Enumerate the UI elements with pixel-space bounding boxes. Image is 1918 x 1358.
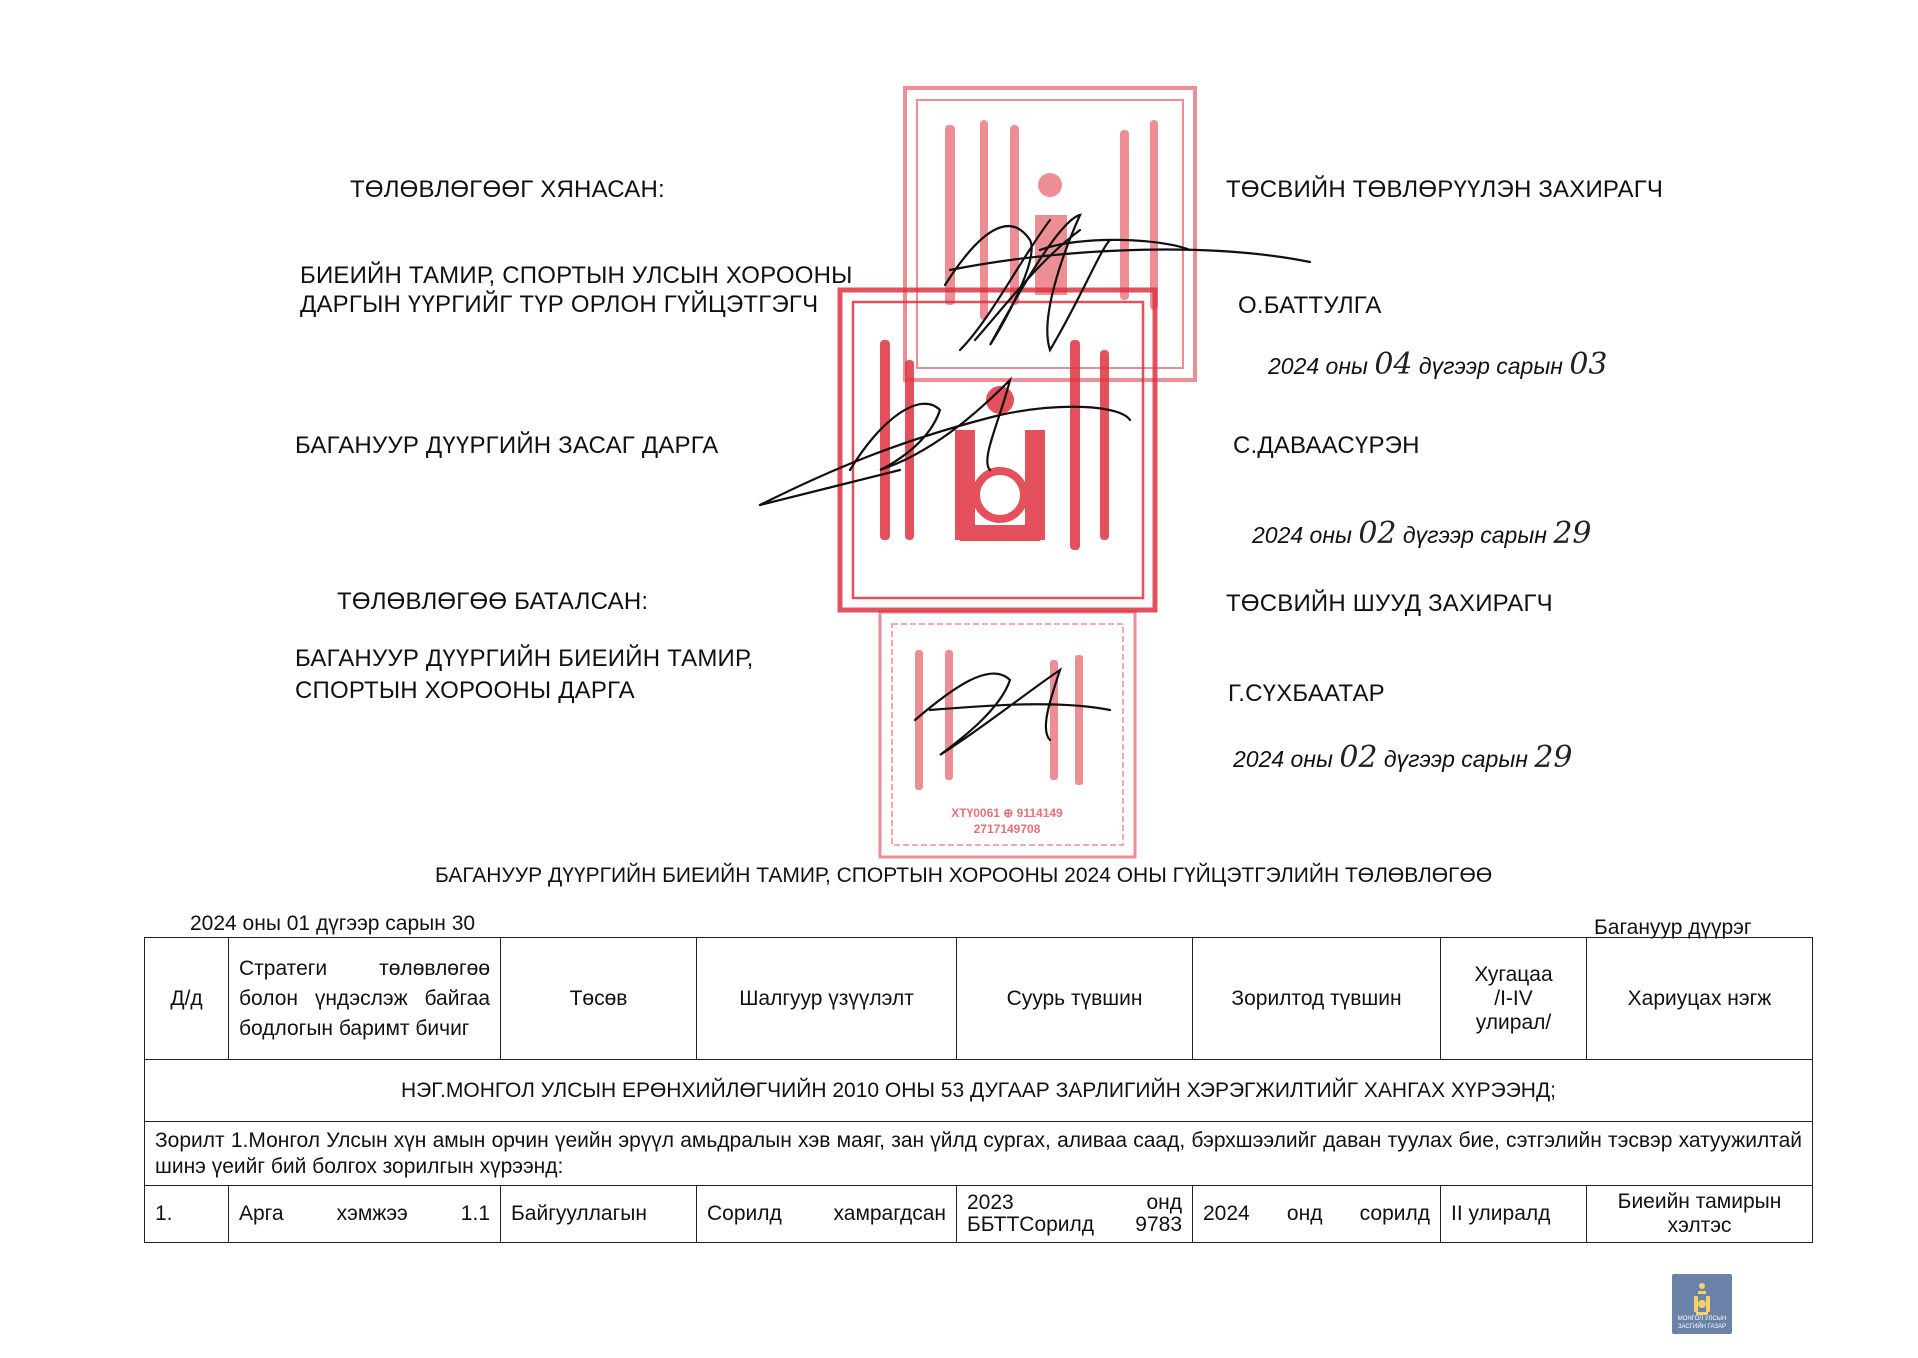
date-mid: дүгээр сарын [1418,353,1563,379]
header-no: Д/д [145,938,229,1060]
header-indicator: Шалгуур үзүүлэлт [697,938,957,1060]
row-target: 2024 онд сорилд [1193,1186,1441,1243]
reviewed-position-line1: БИЕИЙН ТАМИР, СПОРТЫН УЛСЫН ХОРООНЫ [300,262,853,289]
approved-position-line1: БАГАНУУР ДҮҮРГИЙН БИЕИЙН ТАМИР, [295,645,754,672]
date-mid: дүгээр сарын [1383,746,1528,772]
row-no: 1. [145,1186,229,1243]
row-responsible-line2: хэлтэс [1667,1214,1732,1237]
date-prefix: 2024 оны [1252,522,1352,548]
section-title: НЭГ.МОНГОЛ УЛСЫН ЕРӨНХИЙЛӨГЧИЙН 2010 ОНЫ 53 ДУГААР ЗАРЛИГИЙН ХЭРЭГЖИЛТИЙГ ХАНГАХ ХҮРЭЭНД; [145,1060,1813,1122]
district-governor-name: С.ДАВААСҮРЭН [1233,432,1420,459]
approved-heading: ТӨЛӨВЛӨГӨӨ БАТАЛСАН: [337,588,649,615]
date-month: 02 [1339,740,1378,775]
direct-manager-name: Г.СҮХБААТАР [1228,680,1385,707]
row-baseline-line1: 2023 онд [967,1191,1182,1214]
date-month: 02 [1358,516,1397,551]
row-baseline-line2: ББТТСорилд 9783 [967,1213,1182,1236]
header-target: Зорилтод түвшин [1193,938,1441,1060]
row-baseline [957,1186,1193,1243]
row-responsible [1587,1186,1813,1243]
row-term: II улиралд [1441,1186,1587,1243]
logo-text-line2: ЗАСГИЙН ГАЗАР [1677,1324,1727,1330]
government-logo [1672,1274,1732,1334]
central-manager-heading: ТӨСВИЙН ТӨВЛӨРҮҮЛЭН ЗАХИРАГЧ [1226,176,1664,203]
date-day: 03 [1569,347,1608,382]
district-governor-position: БАГАНУУР ДҮҮРГИЙН ЗАСАГ ДАРГА [295,432,719,459]
date-prefix: 2024 оны [1233,746,1333,772]
document-title: БАГАНУУР ДҮҮРГИЙН БИЕИЙН ТАМИР, СПОРТЫН ХОРООНЫ 2024 ОНЫ ГҮЙЦЭТГЭЛИЙН ТӨЛӨВЛӨГӨӨ [435,864,1493,887]
header-responsible: Хариуцах нэгж [1587,938,1813,1060]
row-budget: Байгууллагын [501,1186,697,1243]
row-strategy: Арга хэмжээ 1.1 [229,1186,501,1243]
table-header-row [145,938,1813,1060]
header-baseline: Суурь түвшин [957,938,1193,1060]
date-month: 04 [1374,347,1413,382]
reviewed-position-line2: ДАРГЫН ҮҮРГИЙГ ТҮР ОРЛОН ГҮЙЦЭТГЭГЧ [300,291,819,318]
row-responsible-line1: Биеийн тамирын [1617,1190,1782,1213]
header-term-line3: улирал/ [1475,1010,1552,1034]
header-term [1441,938,1587,1060]
plan-table [144,937,1813,1243]
date-mid: дүгээр сарын [1402,522,1547,548]
seal-code-line2: 2717149708 [973,822,1041,836]
date-day: 29 [1534,740,1573,775]
goal-row [145,1122,1813,1186]
date-prefix: 2024 оны [1268,353,1368,379]
header-term-line1: Хугацаа [1474,962,1553,986]
direct-manager-heading: ТӨСВИЙН ШУУД ЗАХИРАГЧ [1226,590,1553,617]
document-place: Багануур дүүрэг [1594,916,1752,939]
central-manager-name: О.БАТТУЛГА [1238,292,1382,319]
document-date: 2024 оны 01 дүгээр сарын 30 [190,912,476,935]
header-budget: Төсөв [501,938,697,1060]
header-term-line2: /I-IV [1494,986,1533,1010]
seal-lower [880,612,1135,857]
date-day: 29 [1553,516,1592,551]
header-strategy: Стратеги төлөвлөгөө болон үндэслэж байгаа бодлогын баримт бичиг [229,938,501,1060]
row-indicator: Сорилд хамрагдсан [697,1186,957,1243]
approved-position-line2: СПОРТЫН ХОРООНЫ ДАРГА [295,677,635,704]
seal-code-line1: ХТҮ0061 ⊕ 9114149 [951,806,1063,820]
logo-text-line1: МОНГОЛ УЛСЫН [1677,1316,1727,1322]
reviewed-heading: ТӨЛӨВЛӨГӨӨГ ХЯНАСАН: [350,176,665,203]
section-row [145,1060,1813,1122]
goal-text: Зорилт 1.Монгол Улсын хүн амын орчин үеийн эрүүл амьдралын хэв маяг, зан үйлд сургах, аливаа саад, бэрхшээлийг даван туулах бие, сэтгэлийн тэсвэр хатуужилтай шинэ үеийг бий болгох зорилгын хүрээнд: [145,1122,1813,1186]
seal-top [905,88,1195,380]
soyombo-icon [1672,1278,1732,1318]
table-row [145,1186,1813,1243]
